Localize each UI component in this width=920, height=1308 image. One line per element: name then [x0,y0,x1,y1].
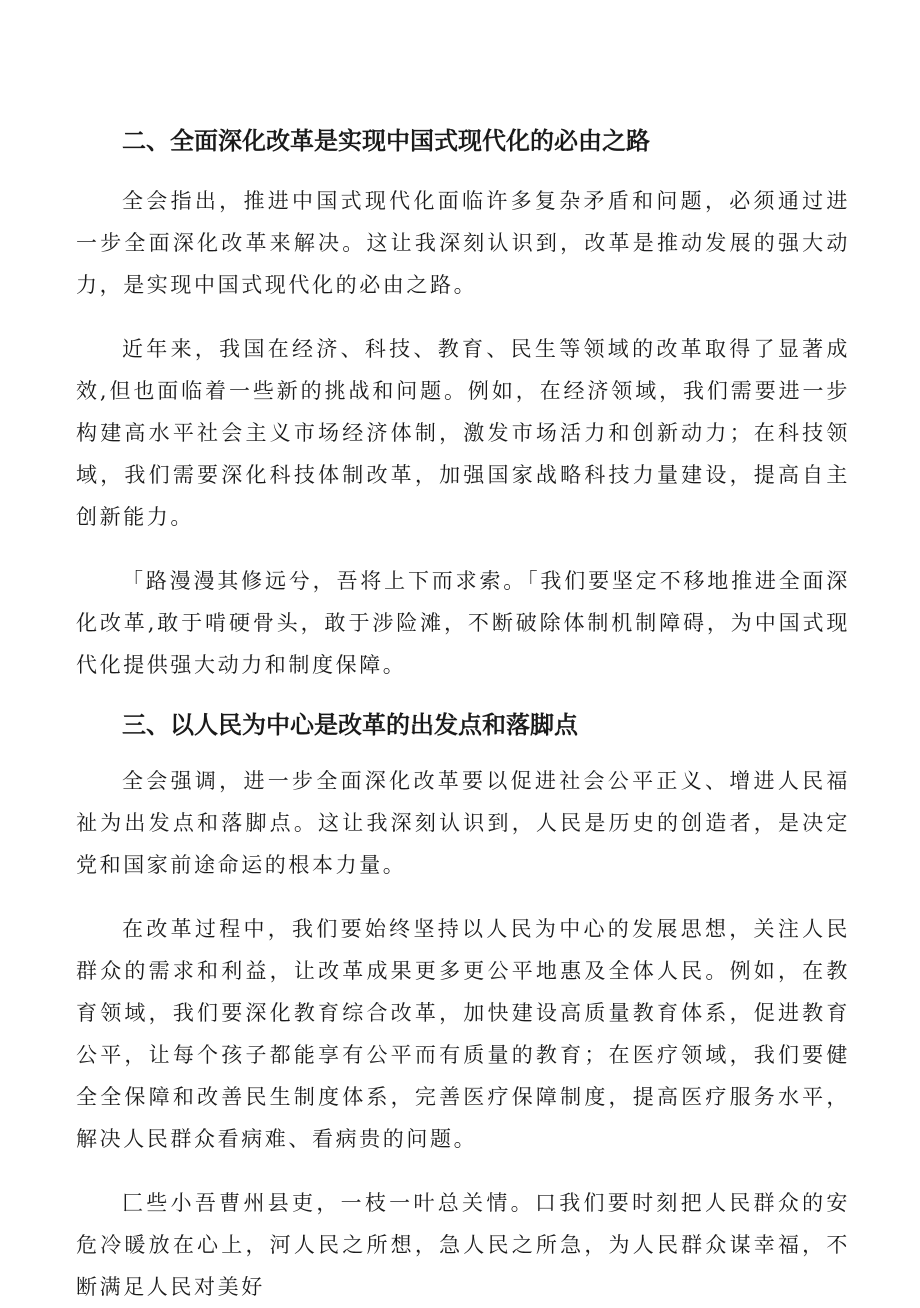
section-heading-2: 二、全面深化改革是实现中国式现代化的必由之路 [122,127,650,155]
paragraph: 全会强调，进一步全面深化改革要以促进社会公平正义、增进人民福祉为出发点和落脚点。这让我深刻认识到，人民是历史的创造者，是决定党和国家前途命运的根本力量。 [76,769,850,877]
paragraph: 全会指出，推进中国式现代化面临许多复杂矛盾和问题，必须通过进一步全面深化改革来解决。这让我深刻认识到，改革是推动发展的强大动力，是实现中国式现代化的必由之路。 [76,189,850,297]
paragraph: 在改革过程中，我们要始终坚持以人民为中心的发展思想，关注人民群众的需求和利益，让改革成果更多更公平地惠及全体人民。例如，在教育领域，我们要深化教育综合改革，加快建设高质量教育体系，促进教育公平，让每个孩子都能享有公平而有质量的教育；在医疗领域，我们要健全全保障和改善民生制度体系，完善医疗保障制度，提高医疗服务水平，解决人民群众看病难、看病贵的问题。 [76,917,850,1151]
paragraph: 近年来，我国在经济、科技、教育、民生等领域的改革取得了显著成效,但也面临着一些新的挑战和问题。例如，在经济领域，我们需要进一步构建高水平社会主义市场经济体制，激发市场活力和创新动力；在科技领域，我们需要深化科技体制改革，加强国家战略科技力量建设，提高自主创新能力。 [76,337,850,529]
section-heading-3: 三、以人民为中心是改革的出发点和落脚点 [122,711,578,739]
paragraph: 「路漫漫其修远兮，吾将上下而求索。「我们要坚定不移地推进全面深化改革,敢于啃硬骨头，敢于涉险滩，不断破除体制机制障碍，为中国式现代化提供强大动力和制度保障。 [76,569,850,677]
paragraph: 匚些小吾曹州县吏，一枝一叶总关情。口我们要时刻把人民群众的安危冷暖放在心上，河人民之所想，急人民之所急，为人民群众谋幸福，不断满足人民对美好 [76,1191,850,1299]
